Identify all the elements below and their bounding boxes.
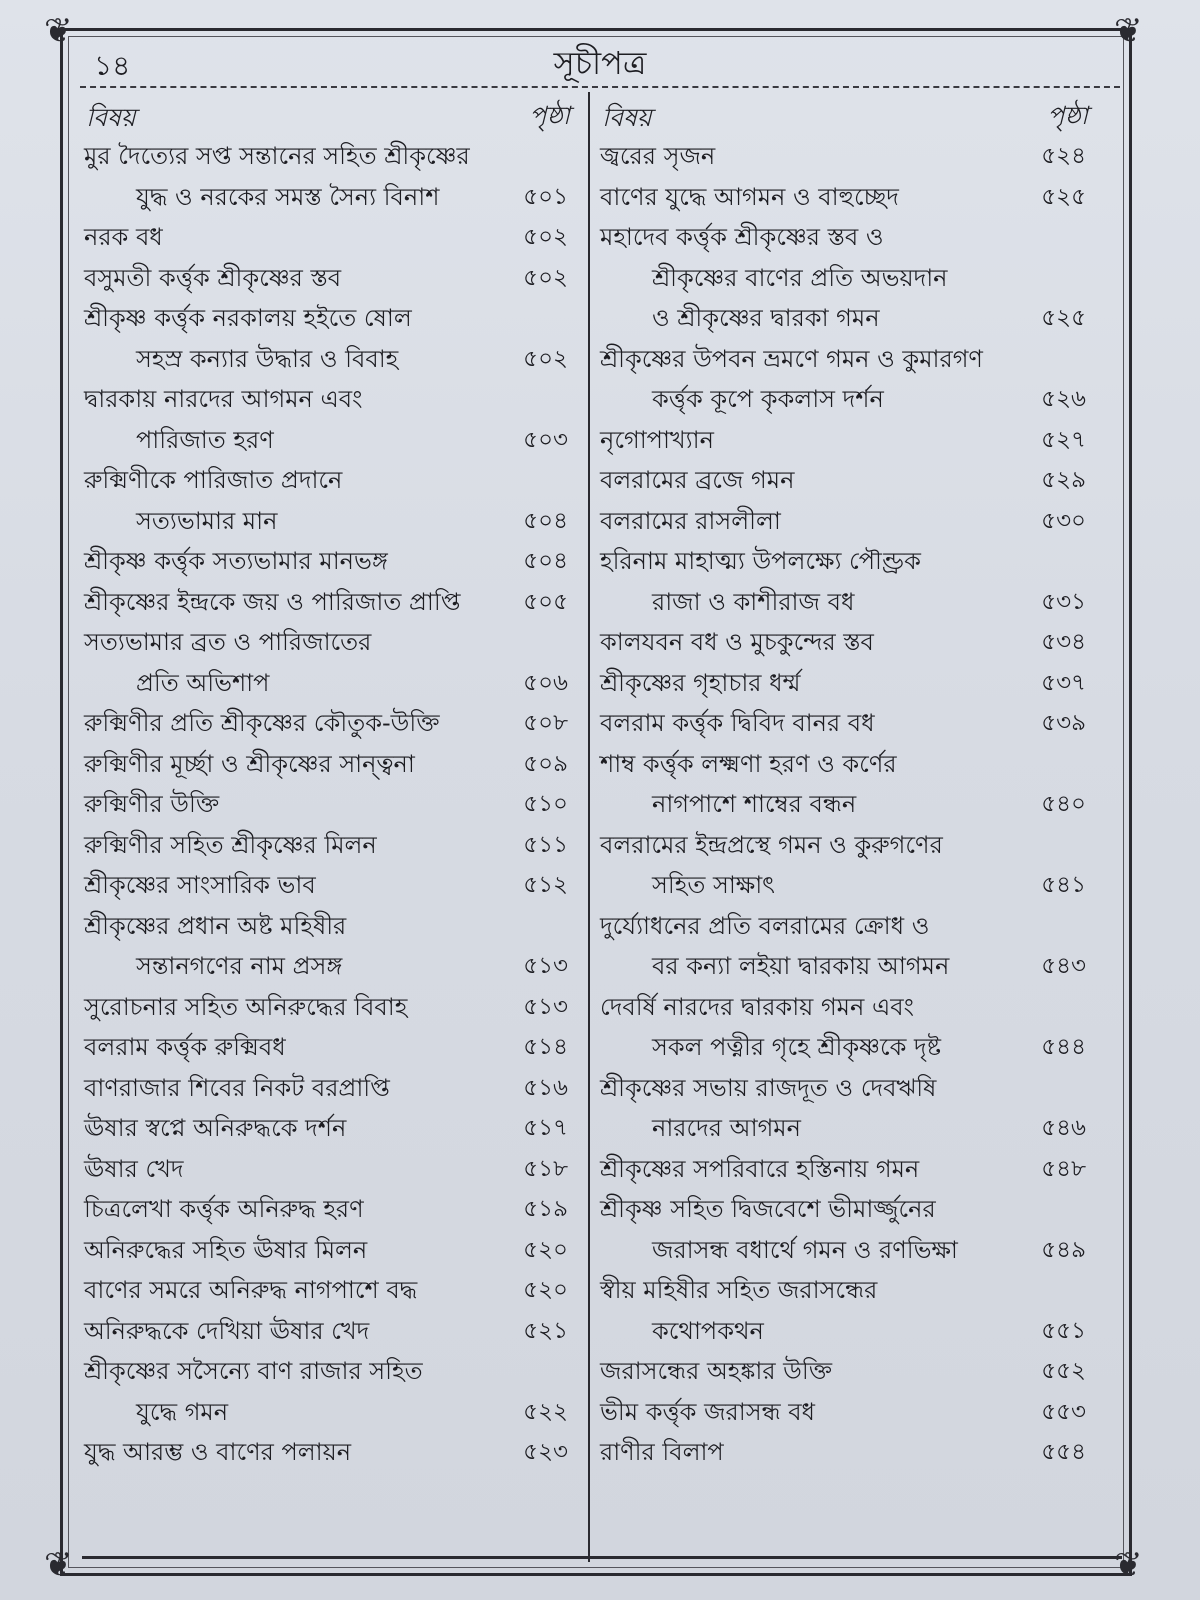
toc-entry [600,1149,1092,1190]
toc-entry [84,865,574,906]
toc-entry [84,298,574,379]
toc-entry-text: জরাসন্ধের অহঙ্কার উক্তি [600,1357,833,1385]
toc-entry-page: ৫৪১ [1041,872,1086,898]
toc-entry [84,1311,574,1352]
toc-entry [600,744,1092,825]
toc-entry [600,541,1092,622]
toc-entry-page: ৫০৫ [523,588,568,615]
toc-entry-text: ঊষার খেদ [84,1154,184,1183]
toc-entry [84,1108,574,1149]
toc-entry-page: ৫৪৮ [1041,1155,1086,1182]
toc-entry-page: ৫১১ [523,831,568,858]
toc-entry [84,1230,574,1271]
subject-heading: বিষয় [86,103,136,132]
toc-entry-page: ৫১৬ [523,1074,568,1101]
toc-entry [600,1432,1092,1473]
toc-entry-page: ৫২১ [523,1317,568,1344]
toc-entry-page: ৫১৪ [523,1034,568,1060]
toc-column-left [84,96,574,1473]
toc-entry [600,1270,1092,1351]
toc-entry-text: যুদ্ধ আরম্ভ ও বাণের পলায়ন [84,1438,352,1466]
toc-entry-page: ৫৩০ [1041,507,1086,534]
toc-entry [84,1068,574,1109]
toc-entry-page: ৫৩৯ [1041,710,1086,736]
toc-entry-text: সহিত সাক্ষাৎ [652,871,776,899]
toc-entry [84,1189,574,1230]
toc-entry-text: সহস্র কন্যার উদ্ধার ও বিবাহ [136,344,399,373]
page-heading: পৃষ্ঠা [1047,101,1088,130]
toc-entry [84,1351,574,1432]
toc-entry-page: ৫২৯ [1041,467,1086,493]
toc-entry-text: শ্রীকৃষ্ণ কর্ত্তৃক নরকালয় হইতে ষোল [84,304,412,332]
toc-entry-text: বলরামের রাসলীলা [600,506,781,535]
toc-entry-text: সত্যভামার ব্রত ও পারিজাতের [84,628,372,656]
toc-entry-text: জ্বরের সৃজন [600,142,716,170]
toc-entry-text: ও শ্রীকৃষ্ণের দ্বারকা গমন [652,304,880,332]
toc-entry-page: ৫৫২ [1041,1358,1086,1384]
toc-entry-page: ৫৫৪ [1041,1439,1086,1465]
toc-entry-page: ৫২০ [523,1277,568,1303]
toc-entry-page: ৫১৯ [523,1196,568,1222]
page-header [80,36,1120,88]
toc-entry-page: ৫৪৯ [1041,1236,1086,1263]
toc-entry-text: বলরাম কর্ত্তৃক রুক্মিবধ [84,1033,286,1061]
toc-entry-text: যুদ্ধ ও নরকের সমস্ত সৈন্য বিনাশ [136,182,440,211]
toc-entry [600,1351,1092,1392]
toc-entry-text: সন্তানগণের নাম প্রসঙ্গ [136,952,343,980]
toc-entry-page: ৫৪৪ [1041,1034,1086,1060]
toc-entry [84,1149,574,1190]
toc-entry-page: ৫২৬ [1041,386,1086,412]
toc-entry-text: অনিরুদ্ধের সহিত ঊষার মিলন [84,1235,368,1264]
toc-entry [84,217,574,258]
toc-entry [600,906,1092,987]
toc-entry-text: বলরাম কর্ত্তৃক দ্বিবিদ বানর বধ [600,709,875,737]
corner-ornament-icon: ❦ [1114,1545,1143,1585]
footer-rule [82,1556,1122,1559]
toc-entry-text: শ্রীকৃষ্ণ কর্ত্তৃক সত্যভামার মানভঙ্গ [84,547,388,575]
toc-entry [600,663,1092,704]
toc-entry-page: ৫২৫ [1041,183,1086,210]
toc-entry-text: শ্রীকৃষ্ণের উপবন ভ্রমণে গমন ও কুমারগণ [600,344,983,373]
toc-entry [600,339,1092,420]
toc-entry-text: রুক্মিণীর প্রতি শ্রীকৃষ্ণের কৌতুক-উক্তি [84,709,440,737]
toc-entry-text: নৃগোপাখ্যান [600,425,714,454]
toc-entry-text: সত্যভামার মান [136,506,278,535]
toc-entry-text: রাজা ও কাশীরাজ বধ [652,587,855,616]
toc-entry-text: সুরোচনার সহিত অনিরুদ্ধের বিবাহ [84,992,408,1021]
toc-entry-text: শ্রীকৃষ্ণ সহিত দ্বিজবেশে ভীমার্জ্জুনের [600,1195,936,1223]
toc-entry-text: কালযবন বধ ও মুচকুন্দের স্তব [600,628,874,656]
toc-entry [600,217,1092,339]
toc-entry-page: ৫০৪ [523,548,568,574]
toc-entry-page: ৫০১ [523,183,568,210]
toc-entry [84,703,574,744]
toc-entry-text: যুদ্ধে গমন [136,1397,229,1426]
toc-entry [600,1068,1092,1149]
toc-entry-page: ৫৫১ [1041,1317,1086,1344]
toc-entry-page: ৫১৩ [523,993,568,1020]
toc-entry-text: রাণীর বিলাপ [600,1438,724,1466]
toc-entry [84,987,574,1028]
toc-entry-page: ৫০৯ [523,750,568,777]
toc-entry [600,420,1092,461]
toc-entry-page: ৫৪০ [1041,791,1086,817]
corner-ornament-icon: ❦ [44,11,73,51]
toc-entry-text: রুক্মিণীর মূর্চ্ছা ও শ্রীকৃষ্ণের সান্ত্বনা [84,749,415,778]
page-title: সূচীপত্র [553,44,647,82]
column-header [84,96,574,136]
toc-entry [84,460,574,541]
toc-entry [84,744,574,785]
toc-entry-page: ৫৪৩ [1041,953,1086,979]
header-divider [80,86,1120,88]
toc-entry-text: রুক্মিণীকে পারিজাত প্রদানে [84,466,343,494]
toc-entry-text: হরিনাম মাহাত্ম্য উপলক্ষ্যে পৌণ্ড্রক [600,547,921,575]
toc-entry-page: ৫১৭ [523,1115,568,1141]
toc-entry-text: শ্রীকৃষ্ণের সভায় রাজদূত ও দেবঋষি [600,1073,937,1102]
column-header [600,96,1092,136]
toc-entry-page: ৫২৪ [1041,143,1086,169]
toc-entry-page: ৫২৭ [1041,426,1086,453]
toc-entry [84,622,574,703]
toc-entry-page: ৫৩১ [1041,588,1086,615]
toc-entry [600,622,1092,663]
toc-entry-text: নাগপাশে শাম্বের বন্ধন [652,790,857,818]
toc-entry [84,1270,574,1311]
toc-column-right [600,96,1092,1473]
toc-entry [600,1189,1092,1270]
toc-entry-text: শ্রীকৃষ্ণের সসৈন্যে বাণ রাজার সহিত [84,1357,423,1385]
toc-entry-page: ৫৪৬ [1041,1115,1086,1141]
toc-entry-text: বাণরাজার শিবের নিকট বরপ্রাপ্তি [84,1073,390,1102]
toc-entry-page: ৫১৩ [523,953,568,979]
toc-entry-page: ৫৫৩ [1041,1398,1086,1425]
toc-entry-page: ৫০৮ [523,710,568,736]
toc-entry [600,177,1092,218]
toc-entry-text: দুর্য্যোধনের প্রতি বলরামের ক্রোধ ও [600,911,930,940]
toc-entry-page: ৫১০ [523,791,568,817]
corner-ornament-icon: ❦ [1114,11,1143,51]
toc-entry-text: দেবর্ষি নারদের দ্বারকায় গমন এবং [600,992,914,1021]
toc-entry-text: শ্রীকৃষ্ণের সাংসারিক ভাব [84,871,316,899]
toc-entry [600,1392,1092,1433]
toc-entry-text: রুক্মিণীর সহিত শ্রীকৃষ্ণের মিলন [84,830,377,859]
toc-entry-page: ৫০২ [523,224,568,250]
toc-entry-page: ৫১২ [523,872,568,898]
toc-entry-text: বলরামের ব্রজে গমন [600,466,795,494]
toc-entry-text: অনিরুদ্ধকে দেখিয়া ঊষার খেদ [84,1316,370,1345]
toc-entry [600,987,1092,1068]
toc-entry-text: মহাদেব কর্ত্তৃক শ্রীকৃষ্ণের স্তব ও [600,223,884,251]
page-heading: পৃষ্ঠা [529,101,570,130]
toc-entry-text: জরাসন্ধ বধার্থে গমন ও রণভিক্ষা [652,1235,958,1264]
toc-entry [84,258,574,299]
toc-entry-page: ৫০৪ [523,507,568,534]
toc-entry-text: কর্ত্তৃক কূপে কৃকলাস দর্শন [652,385,884,413]
column-divider [588,92,590,1562]
toc-entry-text: শ্রীকৃষ্ণের ইন্দ্রকে জয় ও পারিজাত প্রাপ্তি [84,587,461,616]
toc-entry-text: শ্রীকৃষ্ণের প্রধান অষ্ট মহিষীর [84,911,347,940]
toc-entry-text: চিত্রলেখা কর্ত্তৃক অনিরুদ্ধ হরণ [84,1195,364,1223]
toc-entry [600,501,1092,542]
toc-entry-text: বাণের সমরে অনিরুদ্ধ নাগপাশে বদ্ধ [84,1276,418,1304]
toc-entry [600,136,1092,177]
toc-entry-text: বর কন্যা লইয়া দ্বারকায় আগমন [652,952,950,980]
toc-entry [600,825,1092,906]
toc-entry-text: নরক বধ [84,223,163,251]
toc-entry-text: বাণের যুদ্ধে আগমন ও বাহুচ্ছেদ [600,182,899,211]
toc-entry [84,582,574,623]
toc-entry-text: পারিজাত হরণ [136,425,274,454]
toc-entry [84,906,574,987]
toc-entry [84,541,574,582]
toc-entry-text: বসুমতী কর্ত্তৃক শ্রীকৃষ্ণের স্তব [84,263,342,292]
toc-entry-text: শ্রীকৃষ্ণের সপরিবারে হস্তিনায় গমন [600,1154,920,1183]
toc-entry-text: নারদের আগমন [652,1114,801,1142]
toc-entry [84,379,574,460]
toc-entry-text: কথোপকথন [652,1316,764,1345]
toc-entry-page: ৫৩৭ [1041,669,1086,696]
toc-entry-page: ৫০৩ [523,426,568,453]
toc-entry-text: সকল পত্নীর গৃহে শ্রীকৃষ্ণকে দৃষ্ট [652,1033,942,1061]
toc-entry-page: ৫২৫ [1041,305,1086,331]
toc-entry [84,136,574,217]
toc-entry [84,784,574,825]
toc-entry-page: ৫২২ [523,1398,568,1425]
toc-entry-page: ৫০২ [523,264,568,291]
toc-entry-text: শ্রীকৃষ্ণের গৃহাচার ধর্ম্ম [600,668,801,697]
toc-entry-text: দ্বারকায় নারদের আগমন এবং [84,385,363,413]
toc-entry-page: ৫৩৪ [1041,629,1086,655]
corner-ornament-icon: ❦ [44,1545,73,1585]
toc-entry [600,460,1092,501]
toc-entry [84,825,574,866]
toc-entry-text: ভীম কর্ত্তৃক জরাসন্ধ বধ [600,1397,816,1426]
page-number: ১৪ [94,49,131,82]
toc-entry-text: প্রতি অভিশাপ [136,668,270,697]
toc-entry-text: বলরামের ইন্দ্রপ্রস্থে গমন ও কুরুগণের [600,830,943,859]
toc-entry-text: শ্রীকৃষ্ণের বাণের প্রতি অভয়দান [652,263,948,292]
toc-entry-text: শাম্ব কর্ত্তৃক লক্ষ্মণা হরণ ও কর্ণের [600,749,897,778]
toc-entry-text: স্বীয় মহিষীর সহিত জরাসন্ধের [600,1276,878,1304]
toc-entry-page: ৫২০ [523,1236,568,1263]
toc-entry-text: রুক্মিণীর উক্তি [84,790,220,818]
toc-entry-page: ৫০৬ [523,669,568,696]
toc-entry-page: ৫০২ [523,345,568,372]
toc-entry-page: ৫১৮ [523,1155,568,1182]
toc-entry-text: ঊষার স্বপ্নে অনিরুদ্ধকে দর্শন [84,1114,347,1142]
toc-entry [600,703,1092,744]
subject-heading: বিষয় [602,103,652,132]
toc-entry-page: ৫২৩ [523,1439,568,1465]
toc-entry [84,1027,574,1068]
toc-entry-text: মুর দৈত্যের সপ্ত সন্তানের সহিত শ্রীকৃষ্ণের [84,142,470,170]
toc-entry [84,1432,574,1473]
